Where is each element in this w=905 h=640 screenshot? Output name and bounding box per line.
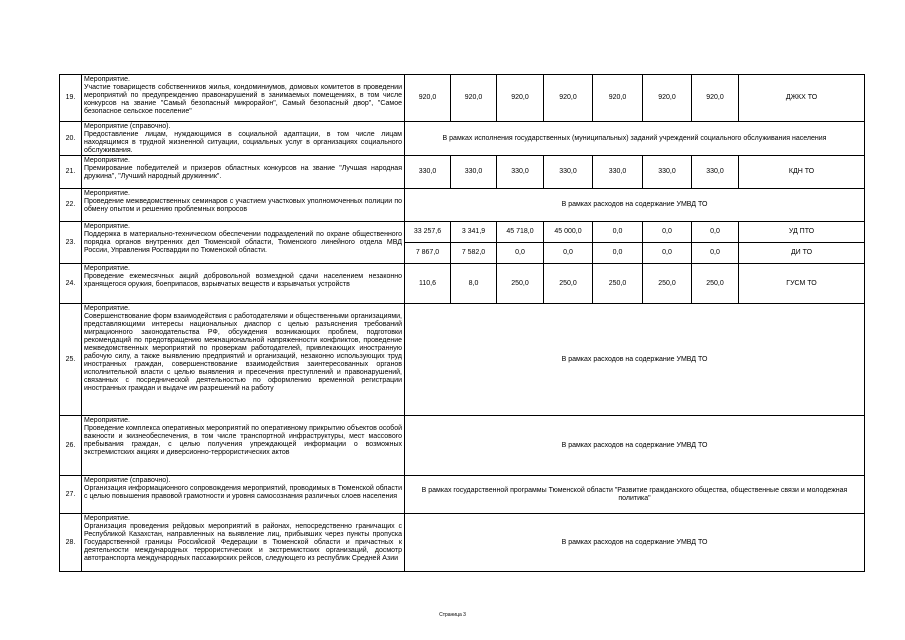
funding-value: 330,0 bbox=[692, 156, 739, 189]
funding-value: 250,0 bbox=[593, 264, 643, 304]
funding-value: 0,0 bbox=[593, 222, 643, 243]
row-number: 24. bbox=[60, 264, 82, 304]
funding-note: В рамках государственной программы Тюменской области "Развитие гражданского общества, общественные связи и молодежная политика" bbox=[405, 476, 865, 514]
measure-kind: Мероприятие. bbox=[84, 265, 130, 272]
measure-kind: Мероприятие. bbox=[84, 157, 130, 164]
row-number: 21. bbox=[60, 156, 82, 189]
measure-kind: Мероприятие. bbox=[84, 417, 130, 424]
measure-kind: Мероприятие (справочно). bbox=[84, 123, 171, 130]
measure-description bbox=[82, 122, 405, 156]
measure-text: Организация информационного сопровождения мероприятий, проводимых в Тюменской области с целью повышения правовой грамотности и уровня самосознания различных слоев населения bbox=[84, 485, 402, 500]
measure-description bbox=[82, 75, 405, 122]
row-number: 19. bbox=[60, 75, 82, 122]
funding-note: В рамках расходов на содержание УМВД ТО bbox=[405, 514, 865, 572]
row-number: 26. bbox=[60, 416, 82, 476]
measure-text: Проведение ежемесячных акций добровольной возмездной сдачи населением незаконно хранящегося оружия, боеприпасов, взрывчатых веществ и взрывчатых устройств bbox=[84, 273, 402, 288]
funding-value: 920,0 bbox=[643, 75, 692, 122]
row-number: 22. bbox=[60, 189, 82, 222]
funding-note: В рамках расходов на содержание УМВД ТО bbox=[405, 189, 865, 222]
measure-kind: Мероприятие. bbox=[84, 305, 130, 312]
funding-value: 330,0 bbox=[544, 156, 593, 189]
measure-text: Совершенствование форм взаимодействия с работодателями и общественными организациями, представляющими интересы национальных диаспор с целью разъяснения требований миграционного законодательства РФ, обсуждения возникающих проблем, подготовки рекомендаций по предотвращению межнациональной напряженности конфликтов, проведение межведомственных мероприятий по проверкам работодателей, привлекающих иностранную рабочую силу, а также выявлению предприятий и организаций, незаконно использующих труд иностранных граждан, совершенствование взаимодействия заинтересованных органов исполнительной власти с целью выявления и пресечения преступлений и правонарушений, связанных с посреднической деятельностью по оформлению временной регистрации иностранных граждан и выдаче им разрешений на работу bbox=[84, 313, 402, 392]
funding-value: 330,0 bbox=[451, 156, 497, 189]
funding-value: 0,0 bbox=[692, 243, 739, 264]
funding-value: 330,0 bbox=[643, 156, 692, 189]
funding-value: 0,0 bbox=[643, 243, 692, 264]
funding-value: 250,0 bbox=[497, 264, 544, 304]
funding-value: 920,0 bbox=[451, 75, 497, 122]
measure-kind: Мероприятие. bbox=[84, 515, 130, 522]
executor: ГУСМ ТО bbox=[739, 264, 865, 304]
measure-text: Премирование победителей и призеров областных конкурсов на звание "Лучшая народная дружина", "Лучший народный дружинник". bbox=[84, 165, 402, 180]
row-number: 25. bbox=[60, 304, 82, 416]
funding-value: 250,0 bbox=[692, 264, 739, 304]
funding-note: В рамках расходов на содержание УМВД ТО bbox=[405, 304, 865, 416]
measure-kind: Мероприятие (справочно). bbox=[84, 477, 171, 484]
funding-value: 330,0 bbox=[497, 156, 544, 189]
measure-kind: Мероприятие. bbox=[84, 223, 130, 230]
funding-value: 110,6 bbox=[405, 264, 451, 304]
measure-kind: Мероприятие. bbox=[84, 76, 130, 83]
measure-description bbox=[82, 222, 405, 264]
funding-value: 7 582,0 bbox=[451, 243, 497, 264]
row-number: 20. bbox=[60, 122, 82, 156]
funding-value: 920,0 bbox=[593, 75, 643, 122]
measures-table bbox=[59, 74, 865, 572]
measure-text: Поддержка в материально-техническом обеспечении подразделений по охране общественного порядка органов внутренних дел Тюменской области, Тюменского линейного отдела МВД России, Управления Росгвардии по Тюменской области. bbox=[84, 231, 402, 254]
measure-description bbox=[82, 304, 405, 416]
funding-value: 250,0 bbox=[643, 264, 692, 304]
funding-note: В рамках исполнения государственных (муниципальных) заданий учреждений социального обслуживания населения bbox=[405, 122, 865, 156]
measure-text: Предоставление лицам, нуждающимся в социальной адаптации, в том числе лицам находящимся в трудной жизненной ситуации, социальных услуг в организациях социального обслуживания. bbox=[84, 131, 402, 154]
table-row bbox=[60, 476, 865, 514]
executor: КДН ТО bbox=[739, 156, 865, 189]
funding-value: 45 718,0 bbox=[497, 222, 544, 243]
measure-text: Проведение комплекса оперативных мероприятий по оперативному прикрытию объектов особой важности и жизнеобеспечения, в том числе транспортной инфраструктуры, мест массового пребывания граждан, с целью получения упреждающей информации о возможных экстремистских акциях и диверсионно-террористических актов bbox=[84, 425, 402, 456]
row-number: 27. bbox=[60, 476, 82, 514]
funding-value: 0,0 bbox=[497, 243, 544, 264]
funding-value: 0,0 bbox=[643, 222, 692, 243]
measure-description bbox=[82, 156, 405, 189]
funding-value: 920,0 bbox=[692, 75, 739, 122]
funding-value: 33 257,6 bbox=[405, 222, 451, 243]
row-number: 28. bbox=[60, 514, 82, 572]
funding-value: 330,0 bbox=[405, 156, 451, 189]
funding-value: 0,0 bbox=[593, 243, 643, 264]
funding-value: 7 867,0 bbox=[405, 243, 451, 264]
measure-description bbox=[82, 514, 405, 572]
executor: ДЖКХ ТО bbox=[739, 75, 865, 122]
measure-description bbox=[82, 264, 405, 304]
funding-value: 8,0 bbox=[451, 264, 497, 304]
measure-description bbox=[82, 416, 405, 476]
funding-value: 920,0 bbox=[405, 75, 451, 122]
funding-value: 0,0 bbox=[544, 243, 593, 264]
table-row bbox=[60, 264, 865, 304]
table-row bbox=[60, 156, 865, 189]
measure-text: Участие товариществ собственников жилья, кондоминиумов, домовых комитетов в проведении мероприятий по предупреждению правонарушений в занимаемых помещениях, в том числе конкурсов на звание "Самый безопасный микрорайон", Самый безопасный двор", "Самое безопасное сельское поселение" bbox=[84, 84, 402, 115]
table-row bbox=[60, 189, 865, 222]
row-number: 23. bbox=[60, 222, 82, 264]
measure-text: Проведение межведомственных семинаров с участием участковых уполномоченных полиции по обмену опытом и решению проблемных вопросов bbox=[84, 198, 402, 213]
funding-value: 920,0 bbox=[497, 75, 544, 122]
funding-value: 250,0 bbox=[544, 264, 593, 304]
table-row bbox=[60, 122, 865, 156]
funding-value: 45 000,0 bbox=[544, 222, 593, 243]
table-row bbox=[60, 304, 865, 416]
table-body bbox=[60, 75, 865, 572]
funding-value: 330,0 bbox=[593, 156, 643, 189]
funding-value: 920,0 bbox=[544, 75, 593, 122]
measure-description bbox=[82, 189, 405, 222]
table-row bbox=[60, 514, 865, 572]
executor: ДИ ТО bbox=[739, 243, 865, 264]
page-footer: Страница 3 bbox=[439, 612, 466, 618]
table-row bbox=[60, 75, 865, 122]
funding-note: В рамках расходов на содержание УМВД ТО bbox=[405, 416, 865, 476]
executor: УД ПТО bbox=[739, 222, 865, 243]
table-row bbox=[60, 416, 865, 476]
table-row bbox=[60, 222, 865, 243]
funding-value: 0,0 bbox=[692, 222, 739, 243]
measure-kind: Мероприятие. bbox=[84, 190, 130, 197]
measure-text: Организация проведения рейдовых мероприятий в районах, непосредственно граничащих с Республикой Казахстан, направленных на выявление лиц, прибывших через пункты пропуска Государственной границы Российской Федерации в Тюменской области и причастных к деятельности международных террористических и экстремистских организаций, досмотр автотранспорта международных пассажирских рейсов, следующего из республик Средней Азии bbox=[84, 523, 402, 562]
measure-description bbox=[82, 476, 405, 514]
funding-value: 3 341,9 bbox=[451, 222, 497, 243]
